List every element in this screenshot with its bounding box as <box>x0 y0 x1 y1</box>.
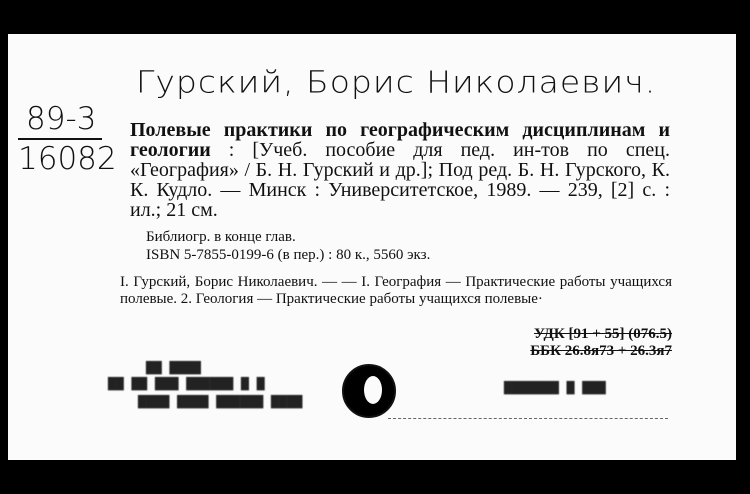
shelfmark-top: 89-3 <box>18 102 102 140</box>
card-punch-hole <box>342 364 396 418</box>
faded-rule <box>388 418 668 419</box>
book-title: Полевые практики по географическим дисциплинам и геологии <box>130 119 670 161</box>
subject-tracings: I. Гурский, Борис Николаевич. — — I. География — Практические работы учащихся полевые. 2. Геология — Практические работы учащихся полевые· <box>120 274 672 307</box>
bibliography-note: Библиогр. в конце глав. <box>146 229 296 245</box>
isbn-line: ISBN 5-7855-0199-6 (в пер.) : 80 к., 5560 экз. <box>146 247 431 263</box>
faded-stamp-line-2: ▇▇ ▇▇ ▇▇▇ ▇▇▇▇▇▇ ▇ ▇ <box>108 376 265 391</box>
bbk-code: ББК 26.8я73 + 26.3я7 <box>530 343 672 359</box>
faded-stamp-line-1: ▇▇ ▇▇▇▇ <box>146 360 201 375</box>
notes <box>146 228 430 264</box>
faded-stamp-line-4: ▇▇▇▇▇▇▇ ▇ ▇▇▇ <box>504 380 606 395</box>
handwritten-author: Гурский, Борис Николаевич. <box>136 64 657 100</box>
catalog-card <box>8 34 736 460</box>
classification <box>484 326 672 360</box>
bibliographic-description <box>130 120 670 220</box>
shelfmark-bottom: 16082 <box>18 141 117 177</box>
faded-stamp-line-3: ▇▇▇▇ ▇▇▇▇ ▇▇▇▇▇▇ ▇▇▇▇ <box>138 394 303 409</box>
udc-code: УДК [91 + 55] (076.5) <box>534 326 672 342</box>
book-details: : [Учеб. пособие для пед. ин-тов по спец. «География» / Б. Н. Гурский и др.]; Под ред. Б. Н. Гурского, К. К. Кудло. — Минск : Университетское, 1989. — 239, [2] с. : ил.; 21 см. <box>130 139 670 221</box>
shelfmark <box>18 102 117 176</box>
